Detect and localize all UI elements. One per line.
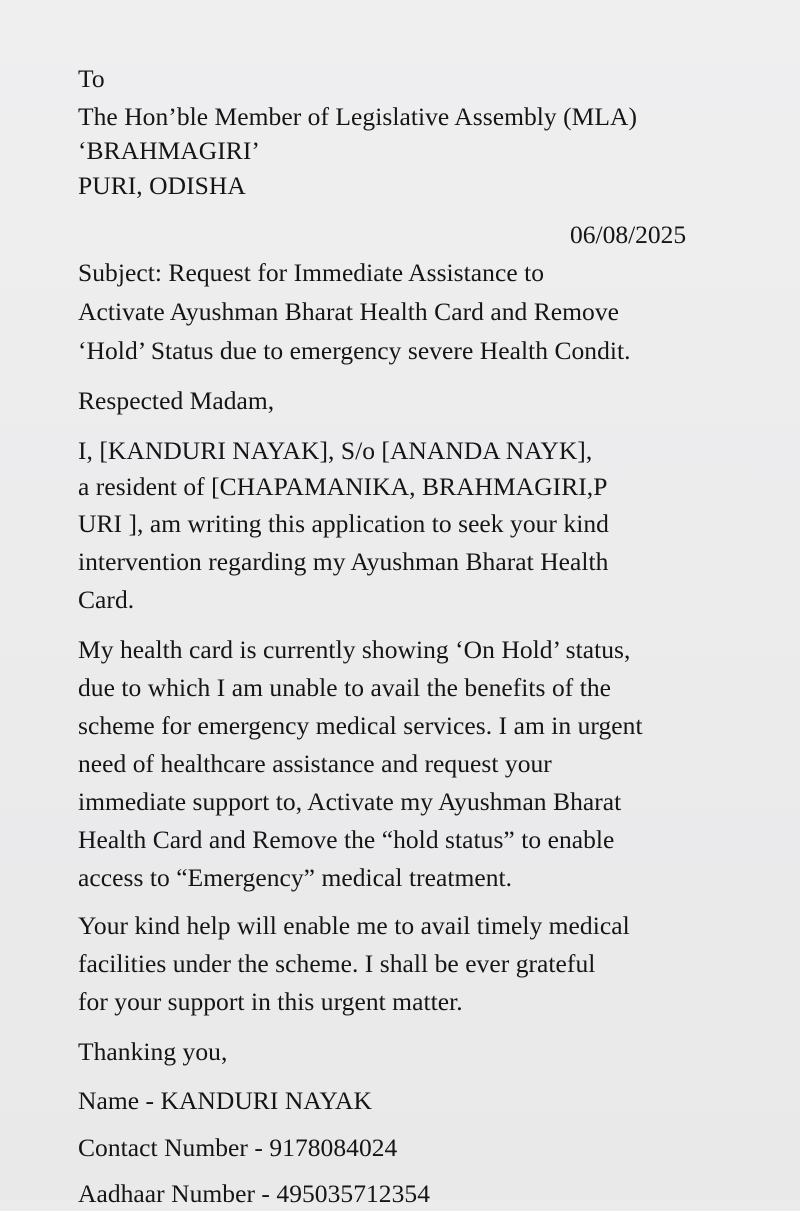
salutation: Respected Madam, — [78, 386, 275, 415]
signature-name: Name - KANDURI NAYAK — [78, 1086, 372, 1115]
letter-date: 06/08/2025 — [570, 220, 687, 249]
para2-line-3: scheme for emergency medical services. I am in urgent — [78, 711, 643, 740]
para2-line-4: need of healthcare assistance and request your — [78, 749, 552, 778]
para2-line-6: Health Card and Remove the “hold status” to enable — [78, 825, 615, 854]
para1-line-3: URI ], am writing this application to seek your kind — [78, 509, 609, 538]
para3-line-2: facilities under the scheme. I shall be ever grateful — [78, 949, 596, 978]
signature-aadhaar: Aadhaar Number - 495035712354 — [78, 1179, 430, 1208]
para1-line-5: Card. — [78, 585, 135, 614]
subject-line-3: ‘Hold’ Status due to emergency severe Health Condit. — [78, 336, 631, 365]
para2-line-1: My health card is currently showing ‘On Hold’ status, — [78, 635, 631, 664]
recipient-constituency: ‘BRAHMAGIRI’ — [78, 136, 260, 165]
para3-line-1: Your kind help will enable me to avail timely medical — [78, 911, 630, 940]
recipient-to: To — [78, 64, 105, 93]
para1-line-2: a resident of [CHAPAMANIKA, BRAHMAGIRI,P — [78, 472, 608, 501]
para2-line-2: due to which I am unable to avail the benefits of the — [78, 673, 612, 702]
para2-line-5: immediate support to, Activate my Ayushman Bharat — [78, 787, 622, 816]
subject-line-2: Activate Ayushman Bharat Health Card and Remove — [78, 297, 620, 326]
signature-contact: Contact Number - 9178084024 — [78, 1133, 398, 1162]
para1-line-4: intervention regarding my Ayushman Bharat Health — [78, 547, 609, 576]
recipient-title: The Hon’ble Member of Legislative Assembly (MLA) — [78, 102, 638, 131]
para1-line-1: I, [KANDURI NAYAK], S/o [ANANDA NAYK], — [78, 436, 593, 465]
para3-line-3: for your support in this urgent matter. — [78, 987, 463, 1016]
subject-line-1: Subject: Request for Immediate Assistance to — [78, 258, 545, 287]
closing: Thanking you, — [78, 1037, 228, 1066]
para2-line-7: access to “Emergency” medical treatment. — [78, 863, 513, 892]
recipient-location: PURI, ODISHA — [78, 171, 246, 200]
